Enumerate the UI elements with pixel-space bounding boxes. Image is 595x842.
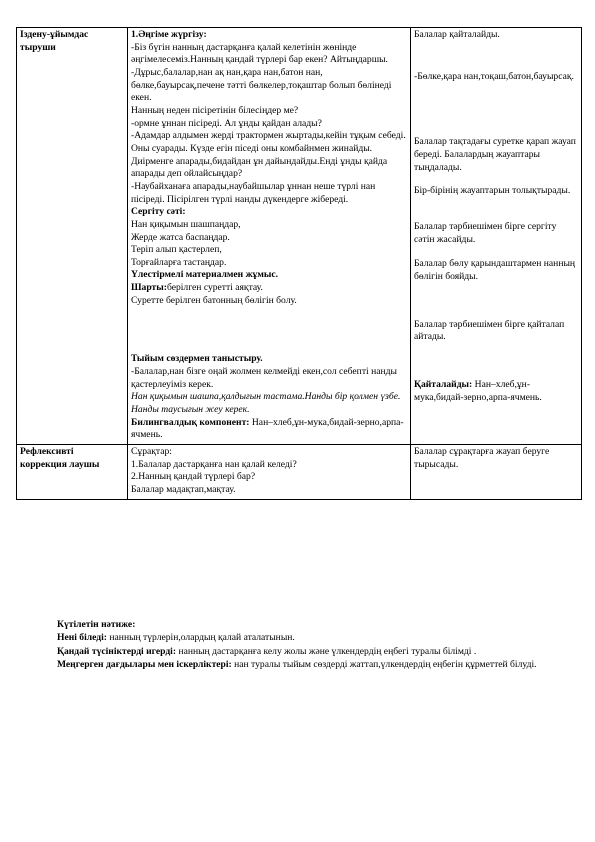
- paragraph: [131, 282, 407, 295]
- spacer: [414, 284, 578, 319]
- paragraph: Үлестірмелі материалмен жұмыс.: [131, 269, 279, 281]
- result-label: Қандай түсініктерді игерді:: [57, 645, 177, 657]
- paragraph: [414, 379, 578, 404]
- paragraph: -ормне ұннан пісіреді. Ал ұнды қайдан алады?: [131, 117, 322, 129]
- paragraph: Балалар сұрақтарға жауап беруге тырысады.: [414, 446, 550, 470]
- paragraph: Теріп алып қастерлеп,: [131, 244, 222, 256]
- paragraph: -Адамдар алдымен жерді трактормен жыртады,кейін тұқым себеді. Оны суарады. Күзде егін піседі оны комбайнмен жинайды. Диірменге апарады,бидайдан ұн дайындайды.Енді ұнды қайда апарады деп ойлайсыңдар?: [131, 130, 406, 180]
- paragraph: -Наубайханаға апарады,наубайшылар ұннан неше түрлі нан пісіреді. Пісірілген түрлі нанды дүкендерге жібереді.: [131, 180, 376, 205]
- paragraph: Балалар мадақтап,мақтау.: [131, 484, 236, 495]
- paragraph-text: Нан–хлеб,ұн-мука,бидай-зерно,арпа-ячмень.: [414, 378, 542, 403]
- spacer: [414, 42, 578, 71]
- stage-cell: [17, 28, 128, 445]
- children-activity-cell: [411, 445, 582, 500]
- paragraph: Балалар бөлу қарындаштармен нанның бөлігін бояйды.: [414, 258, 576, 282]
- table-row: [17, 28, 582, 445]
- lesson-plan-table: [16, 27, 582, 500]
- spacer: [414, 198, 578, 221]
- results-heading: Күтілетін нәтиже:: [57, 619, 136, 630]
- paragraph: Нанның неден пісіретінін білесіңдер ме?: [131, 104, 299, 116]
- paragraph-text: берілген суретті аяқтау.: [166, 282, 263, 294]
- paragraph: Жерде жатса баспаңдар.: [131, 231, 230, 243]
- bold-label: Билингвалдық компонент:: [131, 416, 250, 428]
- paragraph: Бір-бірінің жауаптарын толықтырады.: [414, 185, 571, 197]
- paragraph: Балалар тәрбиешімен бірге қайталап айтады.: [414, 318, 565, 343]
- expected-results: [57, 618, 557, 672]
- spacer: [414, 344, 578, 379]
- paragraph: Балалар тақтадағы суретке қарап жауап береді. Балалардың жауаптары тыңдалады.: [414, 136, 576, 173]
- paragraph: Торғайларға тастаңдар.: [131, 256, 227, 268]
- paragraph: [131, 417, 407, 442]
- paragraph: Сергіту сәті:: [131, 206, 186, 218]
- paragraph: 2.Нанның қандай түрлері бар?: [131, 471, 256, 483]
- bold-label: Қайталайды:: [414, 378, 473, 390]
- stage-label-line: коррекция лаушы: [20, 458, 100, 470]
- paragraph: 1.Әңгіме жүргізу:: [131, 29, 207, 40]
- paragraph: Балалар тәрбиешімен бірге сергіту сәтін жасайды.: [414, 220, 557, 245]
- stage-cell: [17, 445, 128, 500]
- children-activity-cell: [411, 28, 582, 445]
- stage-label-line: Рефлексивті: [20, 446, 74, 458]
- result-line: [57, 658, 557, 671]
- paragraph: Нан қиқымын шашпа,қалдығын тастама.Нанды бір қолмен үзбе. Нанды таусығын жеу керек.: [131, 391, 401, 416]
- spacer: [414, 246, 578, 258]
- paragraph: Тыйым сөздермен таныстыру.: [131, 353, 263, 365]
- paragraph: Сұрақтар:: [131, 446, 172, 458]
- result-text: нан туралы тыйым сөздерді жаттап,үлкендердің еңбегін құрметтей білуді.: [231, 659, 537, 671]
- paragraph: -Бөлке,қара нан,тоқаш,батон,бауырсақ.: [414, 70, 574, 82]
- paragraph: -Дұрыс,балалар,нан ақ нан,қара нан,батон нан, бөлке,бауырсақ,печене тәтті бөлкелер,тоқаштар болып бөлінеді екен.: [131, 66, 392, 104]
- paragraph: -Балалар,нан бізге оңай жолмен келмейді екен,сол себепті нанды қастерлеуіміз керек.: [131, 366, 397, 390]
- paragraph: Суретте берілген батонның бөлігін болу.: [131, 294, 297, 306]
- result-label: Меңгерген дағдылары мен іскерліктері:: [57, 659, 232, 671]
- teacher-activity-cell: [128, 445, 411, 500]
- paragraph: Нан қиқымын шашпаңдар,: [131, 218, 241, 230]
- result-label: Нені біледі:: [57, 632, 108, 644]
- table-row: [17, 445, 582, 500]
- paragraph: Балалар қайталайды.: [414, 29, 500, 40]
- spacer: [131, 307, 407, 353]
- stage-label-line: тыруши: [20, 41, 56, 53]
- spacer: [414, 83, 578, 136]
- stage-label-line: Іздену-ұйымдас: [20, 29, 89, 40]
- paragraph: 1.Балалар дастарқанға нан қалай келеді?: [131, 458, 297, 470]
- result-line: [57, 631, 557, 644]
- bold-label: Шарты:: [131, 282, 167, 294]
- paragraph-text: Нан–хлеб,ұн-мука,бидай-зерно,арпа-ячмень.: [131, 416, 404, 441]
- paragraph: -Біз бүгін нанның дастарқанға қалай келетінін жөнінде әңгімелесеміз.Нанның қандай түрлері бар екен? Айтыңдаршы.: [131, 41, 388, 66]
- teacher-activity-cell: [128, 28, 411, 445]
- result-text: нанның дастарқанға келу жолы және үлкендердің еңбегі туралы білімді .: [176, 645, 477, 657]
- spacer: [414, 174, 578, 185]
- result-text: нанның түрлерін,олардың қалай аталатынын.: [107, 632, 295, 644]
- result-line: [57, 645, 557, 658]
